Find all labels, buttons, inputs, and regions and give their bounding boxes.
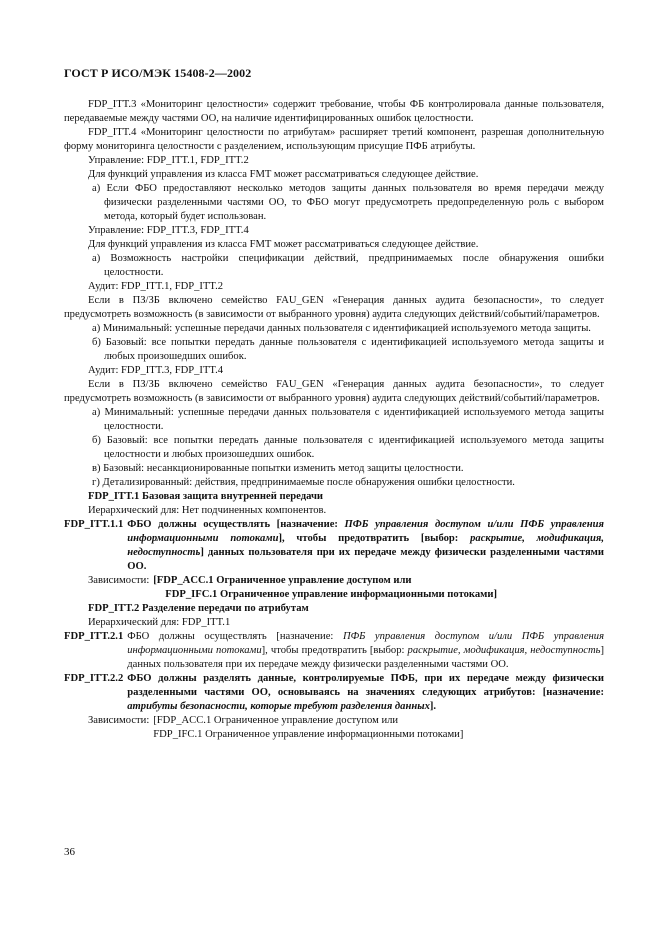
paragraph: FDP_ITT.4 «Мониторинг целостности по атрибутам» расширяет третий компонент, разрешая дополнительную форму мониторинга целостности с разделением, использующим присущие ПФБ атрибуты.	[64, 127, 604, 152]
component-element	[64, 518, 604, 574]
dependencies	[64, 574, 604, 602]
management-title: Управление: FDP_ITT.1, FDP_ITT.2	[88, 155, 249, 166]
component-title: FDP_ITT.1 Базовая защита внутренней передачи	[88, 491, 324, 502]
management-title: Управление: FDP_ITT.3, FDP_ITT.4	[88, 225, 249, 236]
document-header: ГОСТ Р ИСО/МЭК 15408-2—2002	[64, 66, 252, 80]
dependency-line: [FDP_ACC.1 Ограниченное управление доступом или	[153, 575, 412, 586]
paragraph: Для функций управления из класса FMT может рассматриваться следующее действие.	[88, 239, 479, 250]
component-element	[64, 630, 604, 672]
document-body	[64, 98, 604, 742]
list-item: в) Базовый: несанкционированные попытки изменить метод защиты целостности.	[92, 463, 464, 474]
page-number: 36	[64, 846, 75, 858]
list-item: а) Минимальный: успешные передачи данных пользователя с идентификацией используемого метода защиты.	[92, 323, 591, 334]
list-item: б) Базовый: все попытки передать данные пользователя с идентификацией используемого метода защиты целостности и любых произошедших ошибок.	[92, 435, 604, 460]
dependencies-values	[153, 714, 463, 742]
paragraph: Для функций управления из класса FMT может рассматриваться следующее действие.	[88, 169, 479, 180]
dependencies-label: Зависимости:	[88, 715, 150, 726]
component-element	[64, 672, 604, 714]
list-item: г) Детализированный: действия, предпринимаемые после обнаружения ошибки целостности.	[92, 477, 515, 488]
component-title: FDP_ITT.2 Разделение передачи по атрибутам	[88, 603, 309, 614]
paragraph: Если в ПЗ/ЗБ включено семейство FAU_GEN «Генерация данных аудита безопасности», то следует предусмотреть возможность (в зависимости от выбранного уровня) аудита следующих действий/событий/параметров.	[64, 379, 604, 404]
dependencies-label: Зависимости:	[88, 575, 150, 586]
audit-title: Аудит: FDP_ITT.3, FDP_ITT.4	[88, 365, 224, 376]
element-text: ФБО должны осуществлять [назначение: ПФБ управления доступом и/или ПФБ управления информационными потоками], чтобы предотвратить [выбор: раскрытие, модификация, недоступность] данных пользователя при их передаче между физически разделенными частями ОО.	[127, 519, 604, 572]
element-id: FDP_ITT.2.2	[64, 673, 124, 684]
list-item: а) Минимальный: успешные передачи данных пользователя с идентификацией используемого метода защиты целостности.	[92, 407, 604, 432]
element-id: FDP_ITT.2.1	[64, 631, 124, 642]
dependency-line: FDP_IFC.1 Ограниченное управление информационными потоками]	[153, 729, 464, 740]
element-text: ФБО должны разделять данные, контролируемые ПФБ, при их передаче между физически разделенными частями ОО, основываясь на значениях следующих атрибутов: [назначение: атрибуты безопасности, которые требуют разделения данных].	[127, 673, 604, 712]
dependencies-values	[153, 574, 497, 602]
dependency-line: [FDP_ACC.1 Ограниченное управление доступом или	[153, 715, 399, 726]
paragraph: Если в ПЗ/ЗБ включено семейство FAU_GEN «Генерация данных аудита безопасности», то следует предусмотреть возможность (в зависимости от выбранного уровня) аудита следующих действий/событий/параметров.	[64, 295, 604, 320]
hierarchical-line: Иерархический для: FDP_ITT.1	[88, 617, 231, 628]
hierarchical-line: Иерархический для: Нет подчиненных компонентов.	[88, 505, 327, 516]
paragraph: FDP_ITT.3 «Мониторинг целостности» содержит требование, чтобы ФБ контролировала данные пользователя, передаваемые между частями ОО, на наличие идентифицированных ошибок целостности.	[64, 99, 604, 124]
list-item: а) Возможность настройки спецификации действий, предпринимаемых после обнаружения ошибки целостности.	[92, 253, 604, 278]
dependencies	[64, 714, 604, 742]
element-text: ФБО должны осуществлять [назначение: ПФБ управления доступом и/или ПФБ управления информационными потоками], чтобы предотвратить [выбор: раскрытие, модификация, недоступность] данных пользователя при их передаче между физически разделенными частями ОО.	[127, 631, 605, 670]
list-item: б) Базовый: все попытки передать данные пользователя с идентификацией используемого метода защиты и любых произошедших ошибок.	[92, 337, 604, 362]
element-id: FDP_ITT.1.1	[64, 519, 124, 530]
audit-title: Аудит: FDP_ITT.1, FDP_ITT.2	[88, 281, 224, 292]
list-item: а) Если ФБО предоставляют несколько методов защиты данных пользователя во время передачи между физически разделенными частями ОО, то ФБО могут предусмотреть предопределенную роль с выбором метода, который будет использован.	[92, 183, 604, 222]
dependency-line: FDP_IFC.1 Ограниченное управление информационными потоками]	[165, 589, 498, 600]
